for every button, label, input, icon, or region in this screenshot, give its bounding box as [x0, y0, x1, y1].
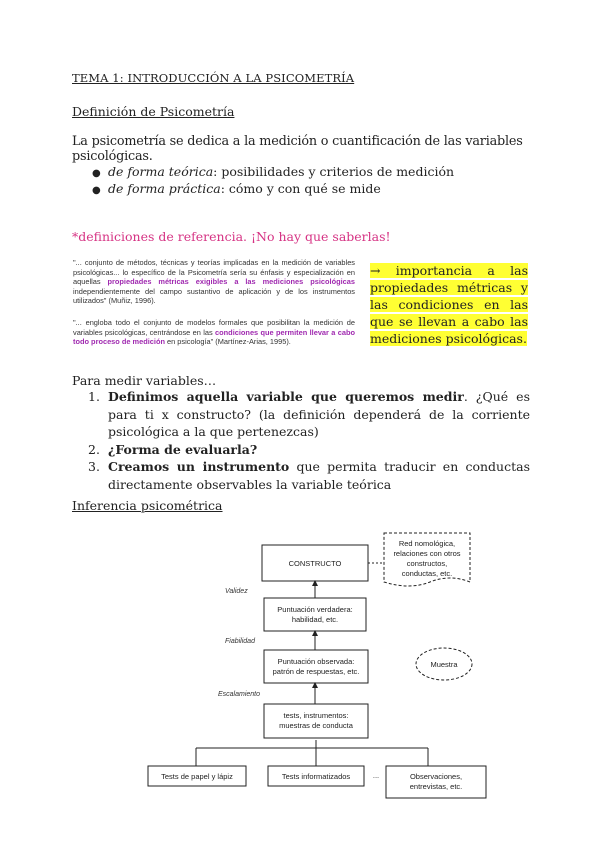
verdadera-line-1: Puntuación verdadera: [277, 605, 353, 614]
bullet-text: : posibilidades y criterios de medición [213, 164, 455, 179]
callout-text: → importancia a las propiedades métricas y las condiciones en las que se llevan a cabo las mediciones psicológicas. [370, 263, 528, 346]
tests-line-1: tests, instrumentos: [283, 711, 349, 720]
observada-line-1: Puntuación observada: [277, 657, 355, 666]
step-number: 1. [88, 389, 100, 404]
constructo-label: CONSTRUCTO [288, 559, 342, 568]
quote-text: independientemente del campo sustantivo de aplicación y de los instrumentos utilizados" (Muñiz, 1996). [73, 286, 355, 305]
red-line-3: constructos, [406, 559, 448, 568]
step-title: Creamos un instrumento [108, 459, 290, 475]
definition-heading: Definición de Psicometría [72, 104, 235, 119]
computer-tests-label: Tests informatizados [281, 772, 351, 781]
red-line-4: conductas, etc. [401, 569, 453, 578]
ellipsis-label: ... [372, 771, 380, 780]
measure-intro: Para medir variables… [72, 373, 217, 388]
inference-heading: Inferencia psicométrica [72, 498, 223, 513]
quote-text: "... engloba todo el conjunto de modelos formales que posibilitan la medición de variables psicológicas, centrándose en las [73, 318, 355, 337]
step-title: ¿Forma de evaluarla? [108, 441, 258, 457]
observada-line-2: patrón de respuestas, etc. [272, 667, 360, 676]
step-text: . ¿Qué es para ti x constructo? (la definición dependerá de la corriente psicológica a la que pertenezcas) [108, 389, 530, 440]
quote-highlight: propiedades métricas exigibles a las mediciones psicológicas [107, 277, 355, 286]
bullet-text: : cómo y con qué se mide [220, 181, 381, 196]
step-text: que permita traducir en conductas directamente observables la variable teórica [108, 459, 530, 492]
tests-line-2: muestras de conducta [279, 721, 353, 730]
bullet-label: de forma práctica [108, 181, 221, 196]
fiabilidad-label: Fiabilidad [225, 638, 255, 645]
bullet-label: de forma teórica [108, 164, 214, 179]
quote-text: "... conjunto de métodos, técnicas y teorías implicadas en la medición de variables psicológicas... lo específico de la Psicometría sería su énfasis y especialización en aquellas [73, 258, 355, 286]
observations-line-1: Observaciones, [409, 772, 463, 781]
intro-paragraph: La psicometría se dedica a la medición o cuantificación de las variables psicológicas. [72, 134, 523, 164]
step-number: 2. [88, 441, 100, 457]
escalamiento-label: Escalamiento [218, 691, 261, 698]
verdadera-line-2: habilidad, etc. [291, 615, 339, 624]
muestra-label: Muestra [430, 660, 458, 669]
observations-line-2: entrevistas, etc. [409, 782, 463, 791]
bullet-icon: ● [92, 185, 101, 196]
step-title: Definimos aquella variable que queremos medir [108, 389, 464, 404]
bullet-icon: ● [92, 168, 101, 179]
paper-tests-label: Tests de papel y lápiz [161, 772, 233, 781]
validez-label: Validez [225, 588, 248, 595]
references-heading: *definiciones de referencia. ¡No hay que saberlas! [72, 229, 391, 244]
step-number: 3. [88, 459, 100, 475]
quote-highlight: condiciones que permiten llevar a cabo todo proceso de medición [73, 327, 355, 346]
page-title: TEMA 1: INTRODUCCIÓN A LA PSICOMETRÍA [72, 71, 355, 85]
quote-text: en psicología" (Martínez-Arias, 1995). [164, 337, 291, 346]
red-line-1: Red nomológica, [398, 539, 456, 548]
red-line-2: relaciones con otros [393, 549, 461, 558]
